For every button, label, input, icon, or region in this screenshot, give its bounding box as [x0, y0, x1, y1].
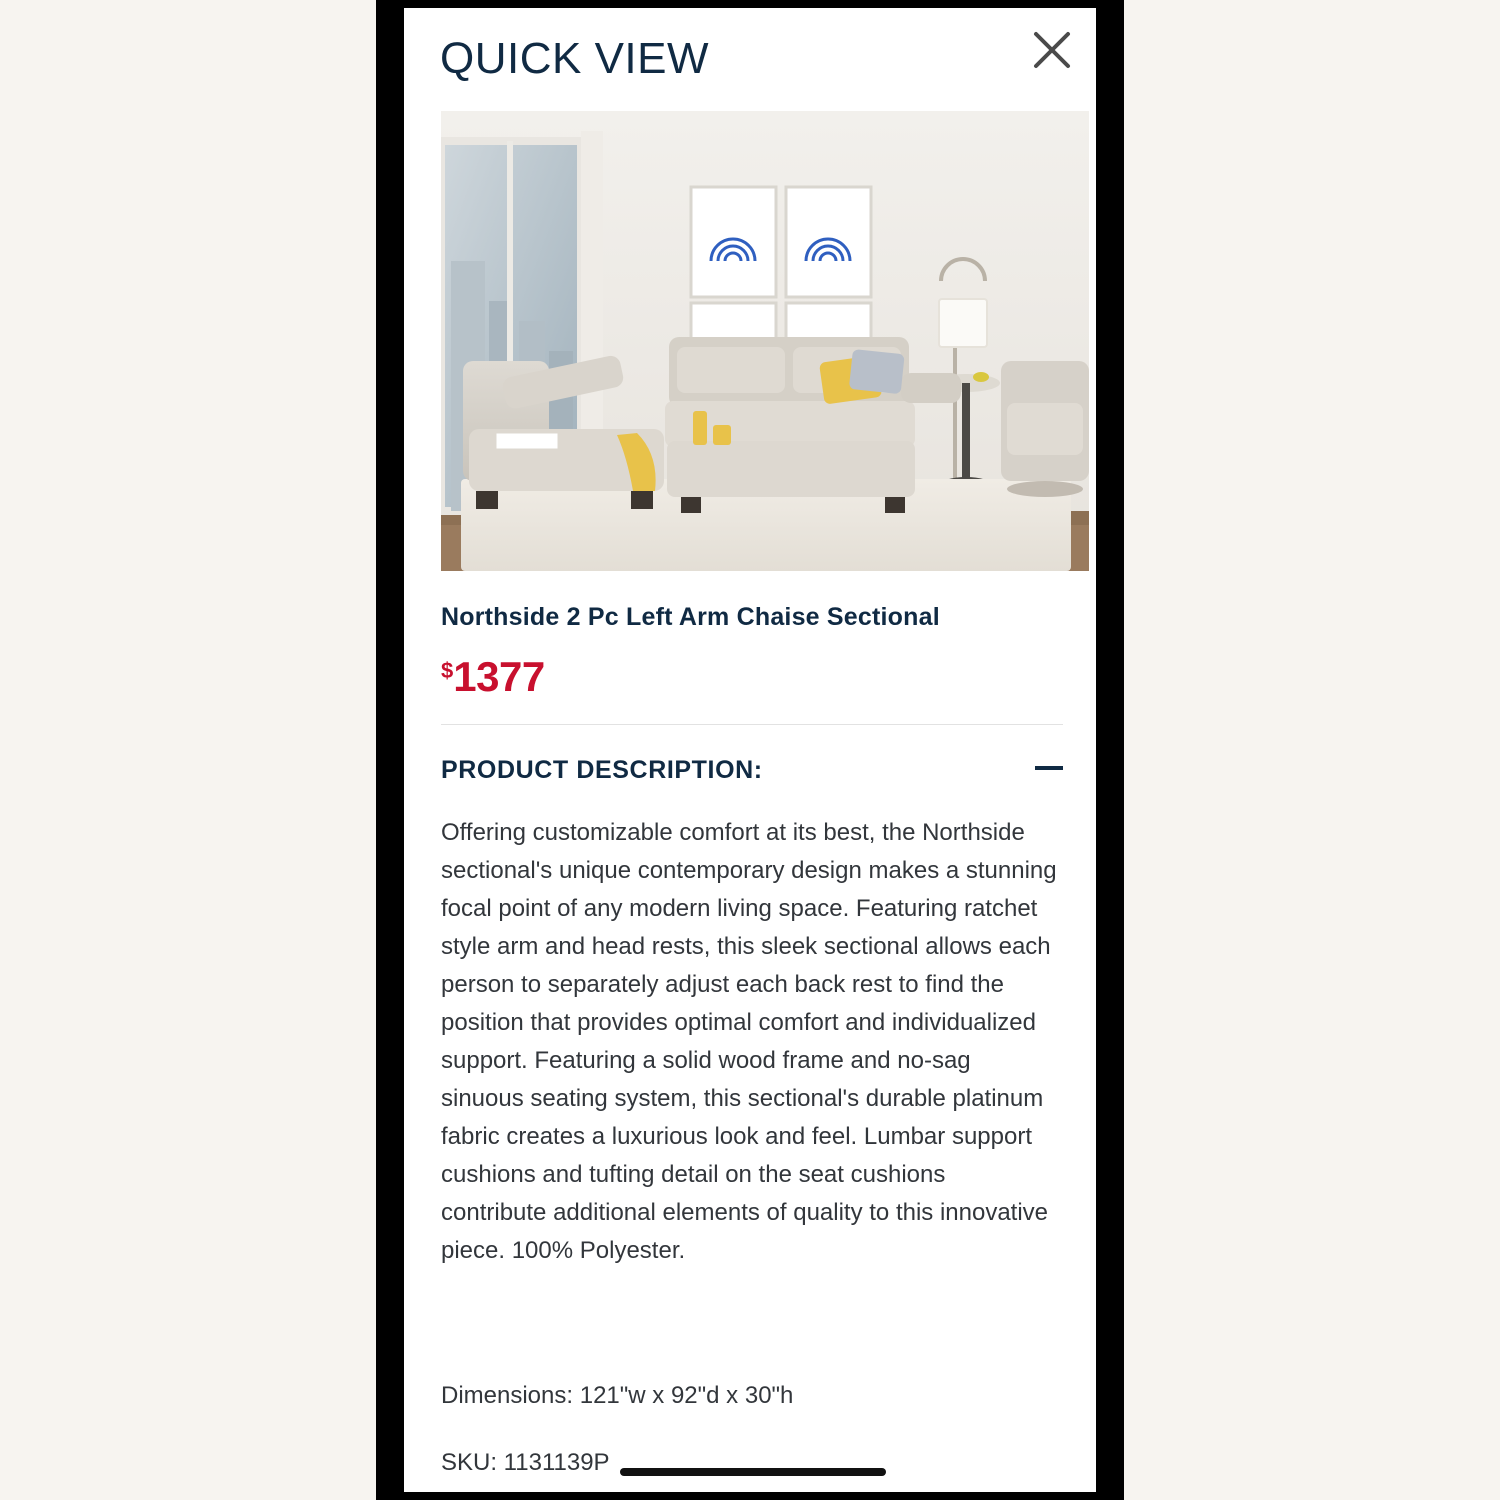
minus-icon[interactable] [1035, 766, 1063, 770]
price-currency: $ [441, 658, 454, 683]
product-description-accordion[interactable] [441, 756, 1063, 802]
product-sku: SKU: 1131139P [441, 1449, 610, 1476]
modal-header [404, 8, 1096, 108]
product-price [441, 653, 545, 700]
divider [441, 724, 1063, 725]
product-image[interactable] [441, 111, 1089, 571]
product-title: Northside 2 Pc Left Arm Chaise Sectional [441, 603, 940, 631]
product-description-text: Offering customizable comfort at its best, the Northside sectional's unique contemporary design makes a stunning focal point of any modern living space. Featuring ratchet style arm and head rests, this sleek sectional allows each person to separately adjust each back rest to find the position that provides optimal comfort and individualized support. Featuring a solid wood frame and no-sag sinuous seating system, this sectional's durable platinum fabric creates a luxurious look and feel. Lumbar support cushions and tufting detail on the seat cushions contribute additional elements of quality to this innovative piece. 100% Polyester. [441, 819, 1057, 1264]
page-title: QUICK VIEW [440, 34, 710, 83]
home-indicator [620, 1468, 886, 1476]
product-dimensions: Dimensions: 121"w x 92"d x 30"h [441, 1382, 794, 1409]
close-icon[interactable] [1026, 24, 1078, 76]
price-value: 1377 [453, 653, 545, 700]
product-description-heading: PRODUCT DESCRIPTION: [441, 756, 763, 784]
quick-view-modal [404, 8, 1096, 1492]
